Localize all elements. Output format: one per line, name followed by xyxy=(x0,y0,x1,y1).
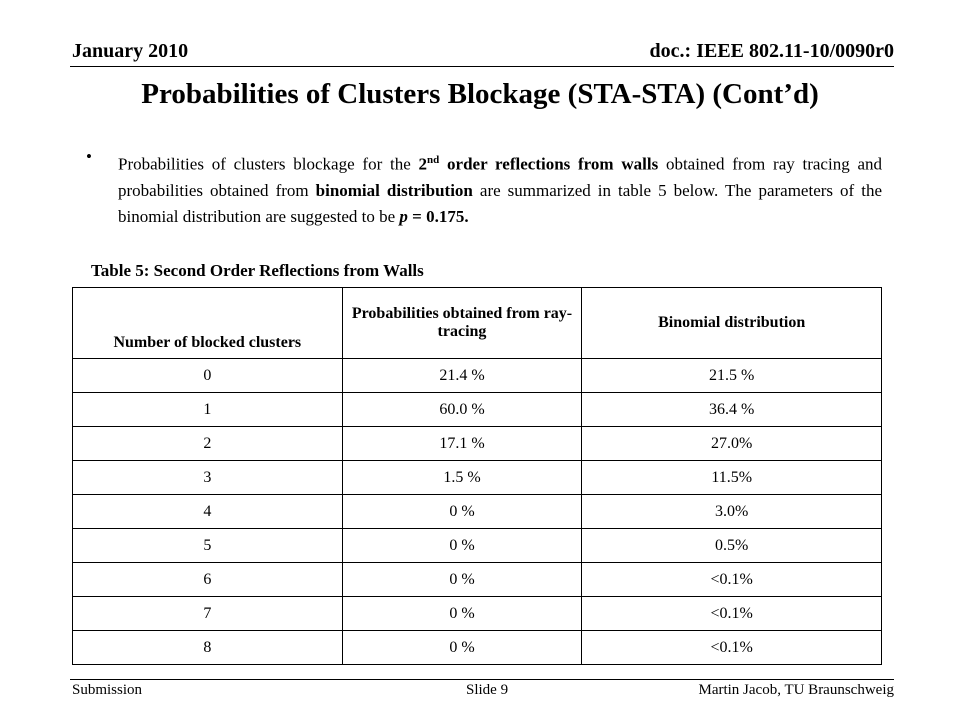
table-cell: 0 % xyxy=(342,495,582,529)
footer-submission: Submission xyxy=(72,682,143,698)
footer-divider xyxy=(70,679,894,680)
table-cell: 8 xyxy=(73,631,343,665)
header-doc-id: doc.: IEEE 802.11-10/0090r0 xyxy=(649,40,894,62)
table-cell: 0 xyxy=(73,359,343,393)
table-cell: 11.5% xyxy=(582,461,882,495)
table-cell: 2 xyxy=(73,427,343,461)
table-row xyxy=(73,563,882,597)
table-cell: 7 xyxy=(73,597,343,631)
bullet-superscript: nd xyxy=(427,154,440,166)
table-cell: <0.1% xyxy=(582,597,882,631)
results-table xyxy=(72,287,882,665)
bullet-item xyxy=(86,147,882,230)
column-header-binomial: Binomial distribution xyxy=(582,288,882,359)
table-cell: 27.0% xyxy=(582,427,882,461)
table-cell: 21.5 % xyxy=(582,359,882,393)
column-header-ray-tracing: Probabilities obtained from ray-tracing xyxy=(342,288,582,359)
table-cell: 1.5 % xyxy=(342,461,582,495)
table-cell: 4 xyxy=(73,495,343,529)
bullet-text-segment: are summarized in table 5 below. The parameters of the binomial distribution are suggested to be xyxy=(118,180,882,226)
table-row xyxy=(73,631,882,665)
bullet-text xyxy=(118,147,882,230)
table-cell: 0.5% xyxy=(582,529,882,563)
table-cell: <0.1% xyxy=(582,631,882,665)
table-cell: 1 xyxy=(73,393,343,427)
slide-title: Probabilities of Clusters Blockage (STA-STA) (Cont’d) xyxy=(141,78,819,110)
footer-author: Martin Jacob, TU Braunschweig xyxy=(698,682,894,698)
table-row xyxy=(73,427,882,461)
column-header-blocked-clusters: Number of blocked clusters xyxy=(73,288,343,359)
table-cell: 3.0% xyxy=(582,495,882,529)
bullet-bold-order: 2 xyxy=(418,154,428,174)
table-cell: 60.0 % xyxy=(342,393,582,427)
table-cell: 0 % xyxy=(342,563,582,597)
bullet-text-segment: obtained from ray tracing and probabilities obtained from xyxy=(118,154,882,200)
table-row xyxy=(73,461,882,495)
table-row xyxy=(73,359,882,393)
bullet-bold-reflections: order reflections from walls xyxy=(439,154,659,174)
bullet-param-name: p xyxy=(399,206,408,226)
bullet-text-segment: Probabilities of clusters blockage for the xyxy=(118,154,419,174)
table-cell: 21.4 % xyxy=(342,359,582,393)
table-cell: 0 % xyxy=(342,631,582,665)
table-caption: Table 5: Second Order Reflections from Walls xyxy=(91,261,424,280)
table-cell: 0 % xyxy=(342,529,582,563)
table-row xyxy=(73,393,882,427)
table-cell: 5 xyxy=(73,529,343,563)
table-cell: 36.4 % xyxy=(582,393,882,427)
header-date: January 2010 xyxy=(72,40,189,62)
table-cell: 0 % xyxy=(342,597,582,631)
table-row xyxy=(73,597,882,631)
header-divider xyxy=(70,66,894,67)
table-row xyxy=(73,529,882,563)
table-cell: 3 xyxy=(73,461,343,495)
table-row xyxy=(73,495,882,529)
table-cell: <0.1% xyxy=(582,563,882,597)
footer-slide-number: Slide 9 xyxy=(466,682,509,698)
table-cell: 17.1 % xyxy=(342,427,582,461)
table-header-row xyxy=(73,288,882,359)
bullet-bold-binomial: binomial distribution xyxy=(315,180,473,200)
table-cell: 6 xyxy=(73,563,343,597)
bullet-dot-icon: • xyxy=(86,147,92,166)
bullet-param-value: = 0.175. xyxy=(407,206,469,226)
